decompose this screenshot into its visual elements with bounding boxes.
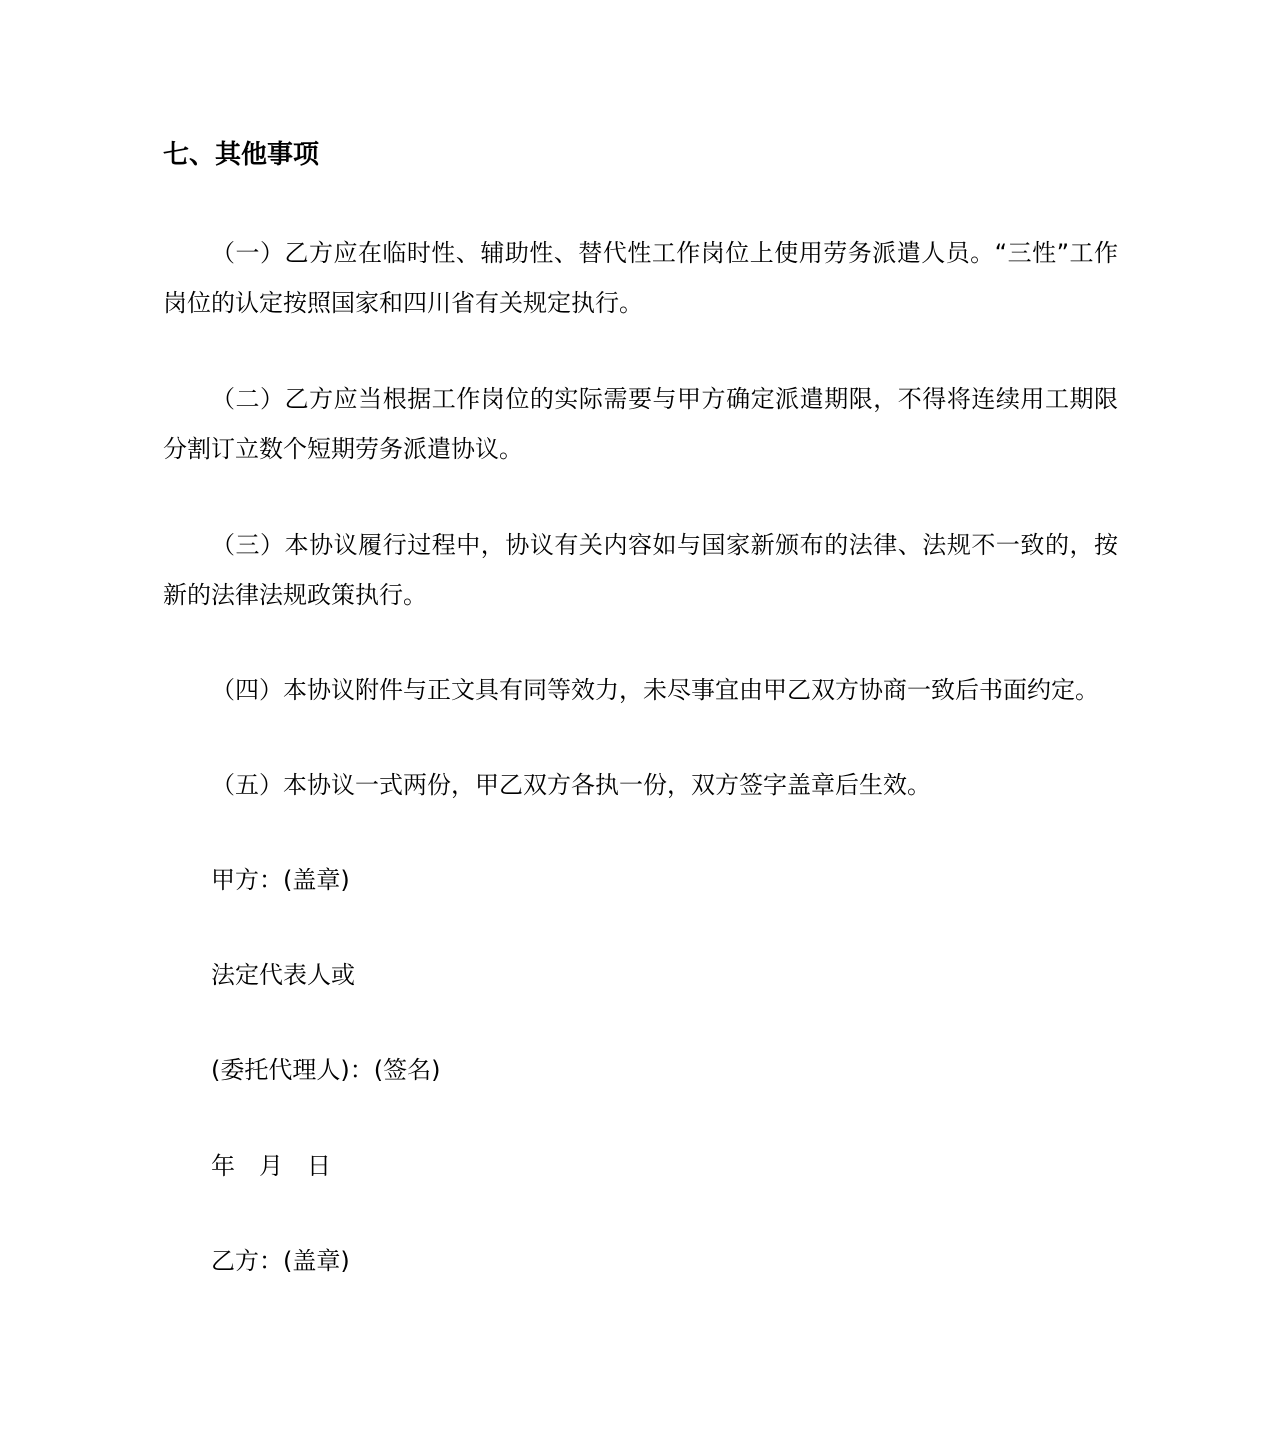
party-b-seal: 乙方：(盖章) — [211, 1247, 350, 1275]
clause-1: （一）乙方应在临时性、辅助性、替代性工作岗位上使用劳务派遣人员。“三性”工作岗位的认定按照国家和四川省有关规定执行。 — [163, 239, 1118, 317]
clause-5: （五）本协议一式两份，甲乙双方各执一份，双方签字盖章后生效。 — [211, 771, 931, 799]
section-heading: 七、其他事项 — [163, 140, 320, 170]
legal-representative: 法定代表人或 — [211, 961, 355, 989]
clause-2: （二）乙方应当根据工作岗位的实际需要与甲方确定派遣期限，不得将连续用工期限分割订立数个短期劳务派遣协议。 — [163, 385, 1118, 463]
clause-3: （三）本协议履行过程中，协议有关内容如与国家新颁布的法律、法规不一致的，按新的法律法规政策执行。 — [163, 531, 1118, 609]
authorized-agent-signature: (委托代理人)：(签名) — [211, 1056, 441, 1084]
clause-4: （四）本协议附件与正文具有同等效力，未尽事宜由甲乙双方协商一致后书面约定。 — [211, 676, 1099, 704]
signing-date: 年 月 日 — [211, 1152, 331, 1180]
party-a-seal: 甲方：(盖章) — [211, 866, 350, 894]
